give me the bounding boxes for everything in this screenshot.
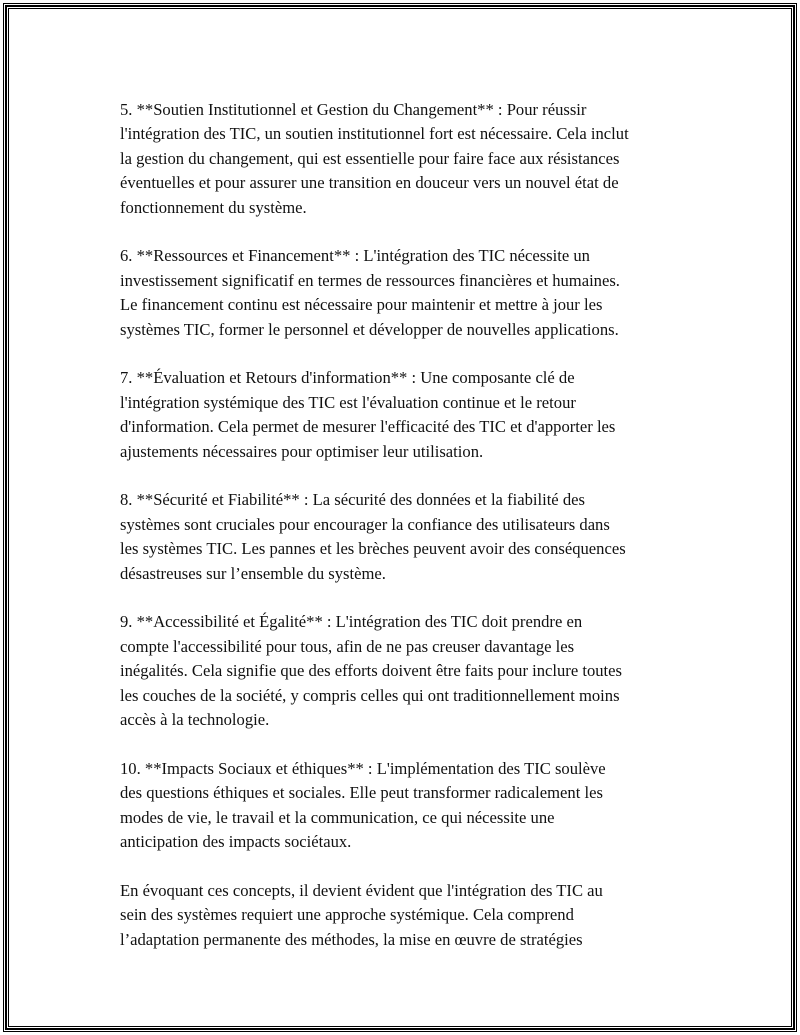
paragraph-item-8: 8. **Sécurité et Fiabilité** : La sécurité des données et la fiabilité des systèmes sont cruciales pour encourager la confiance des utilisateurs dans les systèmes TIC. Les pannes et les brèches peuvent avoir des conséquences désastreuses sur l’ensemble du système.	[120, 490, 626, 583]
paragraph-item-6: 6. **Ressources et Financement** : L'intégration des TIC nécessite un investissement significatif en termes de ressources financières et humaines. Le financement continu est nécessaire pour maintenir et mettre à jour les systèmes TIC, former le personnel et développer de nouvelles applications.	[120, 246, 620, 339]
paragraph-item-9: 9. **Accessibilité et Égalité** : L'intégration des TIC doit prendre en compte l'accessibilité pour tous, afin de ne pas creuser davantage les inégalités. Cela signifie que des efforts doivent être faits pour inclure toutes les couches de la société, y compris celles qui ont traditionnellement moins accès à la technologie.	[120, 612, 622, 730]
paragraph-item-10: 10. **Impacts Sociaux et éthiques** : L'implémentation des TIC soulève des questions éthiques et sociales. Elle peut transformer radicalement les modes de vie, le travail et la communication, ce qui nécessite une anticipation des impacts sociétaux.	[120, 758, 606, 852]
paragraph-item-7: 7. **Évaluation et Retours d'information** : Une composante clé de l'intégration systémique des TIC est l'évaluation continue et le retour d'information. Cela permet de mesurer l'efficacité des TIC et d'apporter les ajustements nécessaires pour optimiser leur utilisation.	[120, 368, 616, 461]
paragraph-conclusion: En évoquant ces concepts, il devient évident que l'intégration des TIC au sein des systèmes requiert une approche systémique. Cela comprend l’adaptation permanente des méthodes, la mise en œuvre de stratégies	[120, 880, 603, 949]
paragraph-item-5: 5. **Soutien Institutionnel et Gestion du Changement** : Pour réussir l'intégration des TIC, un soutien institutionnel fort est nécessaire. Cela inclut la gestion du changement, qui est essentielle pour faire face aux résistances éventuelles et pour assurer une transition en douceur vers un nouvel état de fonctionnement du système.	[120, 100, 629, 217]
document-body	[120, 98, 700, 977]
page-frame	[3, 3, 797, 1032]
